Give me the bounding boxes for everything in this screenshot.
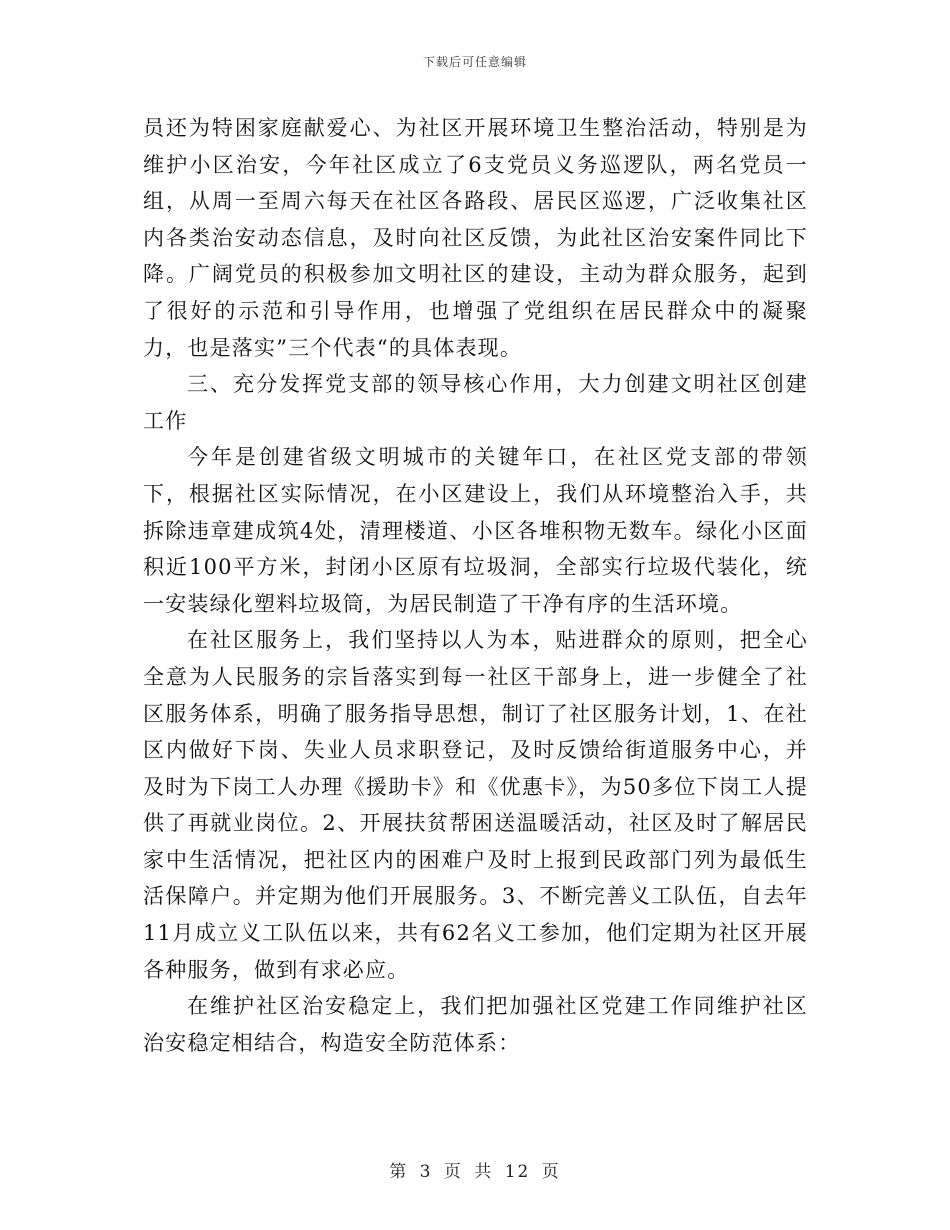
page-number-footer: 第 3 页 共 12 页 [389,1162,561,1182]
page-header: 下载后可任意编辑 [422,55,527,69]
paragraph: 今年是创建省级文明城市的关键年口，在社区党支部的带领下，根据社区实际情况，在小区建设上，我们从环境整治入手，共拆除违章建成筑4处，清理楼道、小区各堆积物无数车。绿化小区面积近100平方米，封闭小区原有垃圾洞，全部实行垃圾代装化，统一安装绿化塑料垃圾筒，为居民制造了干净有序的生活环境。 [143,445,808,616]
document-body [143,110,808,1061]
paragraph: 员还为特困家庭献爱心、为社区开展环境卫生整治活动，特别是为维护小区治安，今年社区成立了6支党员义务巡逻队，两名党员一组，从周一至周六每天在社区各路段、居民区巡逻，广泛收集社区内各类治安动态信息，及时向社区反馈，为此社区治安案件同比下降。广阔党员的积极参加文明社区的建设，主动为群众服务，起到了很好的示范和引导作用，也增强了党组织在居民群众中的凝聚力，也是落实”三个代表“的具体表现。 [143,116,808,360]
section-heading: 三、充分发挥党支部的领导核心作用，大力创建文明社区创建工作 [143,372,808,433]
paragraph: 在维护社区治安稳定上，我们把加强社区党建工作同维护社区治安稳定相结合，构造安全防范体系： [143,994,808,1055]
paragraph: 在社区服务上，我们坚持以人为本，贴进群众的原则，把全心全意为人民服务的宗旨落实到每一社区干部身上，进一步健全了社区服务体系，明确了服务指导思想，制订了社区服务计划，1、在社区内做好下岗、失业人员求职登记，及时反馈给街道服务中心，并及时为下岗工人办理《援助卡》和《优惠卡》，为50多位下岗工人提供了再就业岗位。2、开展扶贫帮困送温暖活动，社区及时了解居民家中生活情况，把社区内的困难户及时上报到民政部门列为最低生活保障户。并定期为他们开展服务。3、不断完善义工队伍，自去年11月成立义工队伍以来，共有62名义工参加，他们定期为社区开展各种服务，做到有求必应。 [143,628,808,982]
